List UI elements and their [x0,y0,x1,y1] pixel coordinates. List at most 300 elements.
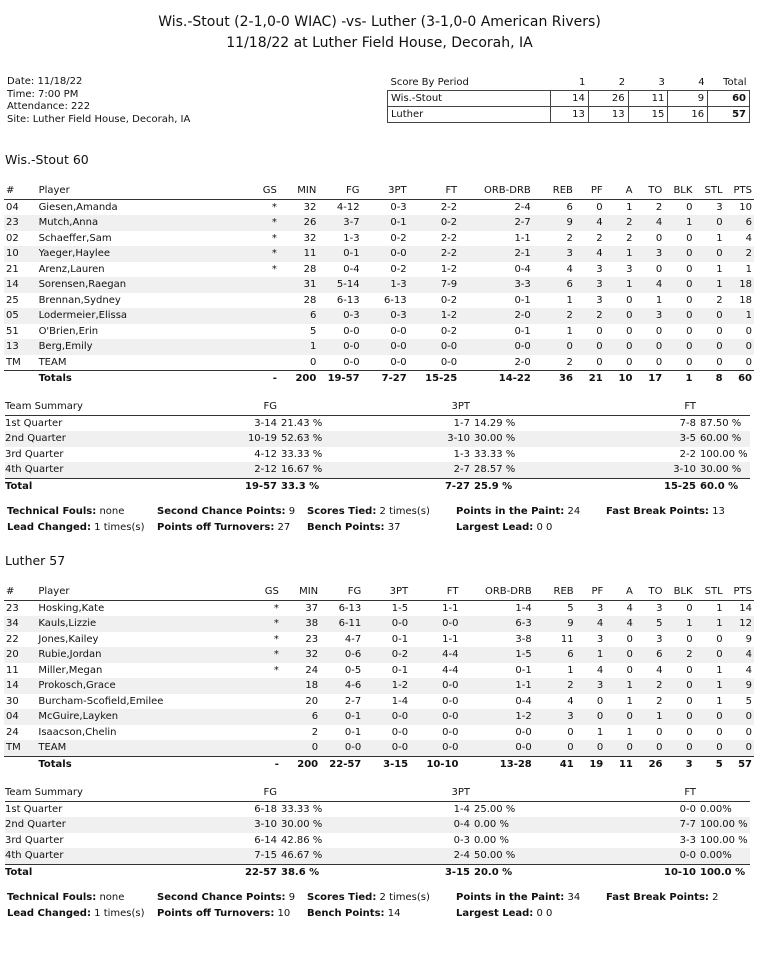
player-cell: 26 [279,215,318,231]
summary-ft-header: FT [656,399,696,415]
misc-stat-bench [307,908,400,919]
player-cell: 0-0 [515,726,532,738]
misc-stat-label: Second Chance Points: [157,506,286,517]
player-cell: Hosking,Kate [38,602,105,614]
column-header: STL [694,183,724,199]
box-score-table [4,183,754,387]
player-cell: 23 [305,633,319,645]
summary-ftp: 0.00% [700,803,732,815]
misc-stat-label: Bench Points: [307,908,385,919]
player-cell: 0-1 [318,246,361,262]
player-cell: 1-3 [343,232,360,244]
player-cell: Schaeffer,Sam [38,232,112,244]
totals-cell: 10-10 [410,756,460,772]
summary-tpp: 0.00 % [470,817,656,833]
totals-cell: 21 [575,371,605,387]
player-cell: 0-1 [320,709,363,725]
misc-stat-label: Points off Turnovers: [157,522,275,533]
column-header: Player [37,183,231,199]
player-cell: 0 [596,356,603,368]
summary-fg: 4-12 [254,448,277,460]
summary-tp: 0-4 [432,817,470,833]
summary-fg: 3-10 [237,817,277,833]
player-cell: 1-4 [515,602,532,614]
player-cell: 0 [281,740,320,756]
player-cell: 0 [626,633,633,645]
player-cell: 0-1 [344,726,362,738]
player-cell: 1-5 [460,647,533,663]
player-cell: 0-0 [363,709,410,725]
player-cell: 1 [279,339,318,355]
column-header: FG [318,183,361,199]
player-row [4,246,754,262]
summary-ft: 3-10 [656,462,696,478]
score-row [388,91,750,107]
player-cell: 3 [533,246,575,262]
player-cell: 0 [686,201,693,213]
totals-cell: 200 [281,756,320,772]
totals-cell: - [232,756,280,772]
player-cell: 1 [694,277,724,293]
misc-stat-label: Points off Turnovers: [157,908,275,919]
player-cell: 0 [745,356,752,368]
player-cell: 0 [655,325,663,337]
summary-tp: 2-7 [432,462,470,478]
period-header: Total [708,75,750,91]
player-cell: 0-0 [363,740,410,756]
player-cell: 0 [605,339,635,355]
player-cell: 0 [694,215,724,231]
player-cell: 2 [626,232,633,244]
player-cell: 2 [596,232,603,244]
player-cell: 4 [745,232,752,244]
player-row [4,647,754,663]
player-cell: 0 [695,709,725,725]
summary-total-row [5,864,750,880]
player-cell [230,339,279,355]
player-row [4,678,754,694]
player-cell: 9 [745,633,752,645]
column-header: FT [409,183,459,199]
player-cell: 6 [725,215,754,231]
player-cell [232,678,280,694]
summary-fg-header: FG [237,785,277,801]
column-header: 3PT [362,183,409,199]
player-cell: 2 [575,308,605,324]
summary-fgp: 33.33 % [281,448,323,460]
player-cell: Burcham-Scofield,Emilee [38,695,164,707]
column-header: # [4,584,36,600]
player-cell: 0 [686,325,693,337]
player-cell: 0-0 [410,678,460,694]
player-cell: 0 [626,664,633,676]
summary-tp: 0-3 [453,834,470,846]
player-cell: 14 [739,602,752,614]
player-cell: 0-2 [363,647,410,663]
totals-cell: 19-57 [318,371,361,387]
player-cell: 2-7 [344,695,362,707]
misc-stat-tech [7,506,124,517]
player-cell: Rubie,Jordan [36,647,232,663]
player-row [4,293,754,309]
player-cell: 0-5 [344,664,362,676]
summary-q: Total [5,478,237,494]
player-cell: 5-14 [318,277,361,293]
summary-tp: 1-7 [453,417,470,429]
player-cell: 1 [664,616,694,632]
player-cell: 0-6 [320,647,363,663]
player-cell: 0-2 [440,294,458,306]
player-cell [232,740,280,756]
player-cell: 4 [745,664,752,676]
player-cell: 0-4 [514,263,531,275]
player-cell: 3 [634,246,664,262]
player-cell: 1 [745,263,752,275]
summary-tpp: 25.9 % [470,478,656,494]
player-cell: 28 [303,263,317,275]
summary-tpp: 28.57 % [470,462,656,478]
column-header: A [605,584,635,600]
player-cell: 0 [745,726,752,738]
score-team: Wis.-Stout [388,91,551,107]
player-cell: 0-1 [391,664,409,676]
summary-fgp: 33.3 % [277,478,432,494]
player-cell: 0 [635,740,665,756]
summary-3pt-header: 3PT [432,785,470,801]
player-cell: 0-3 [318,308,361,324]
player-row [4,199,754,215]
player-cell: 6-13 [383,294,407,306]
box-score-header [4,584,754,600]
misc-stat-lead [7,522,145,533]
player-cell: 0 [745,325,752,337]
player-row [4,262,754,278]
player-cell: 4 [567,695,574,707]
attendance-label: Attendance: [7,101,68,112]
totals-cell: 7-27 [362,371,409,387]
score-cell: 13 [551,107,589,123]
player-cell: 0-2 [390,232,407,244]
player-cell: 1-2 [440,263,458,275]
totals-cell: 15-25 [409,371,459,387]
totals-cell: 5 [695,756,725,772]
player-cell: 1-1 [442,633,459,645]
player-cell: 0-0 [390,325,407,337]
player-cell: 20 [305,695,319,707]
summary-tpp: 33.33 % [474,448,516,460]
summary-spacer [470,399,656,415]
player-cell: 1-5 [391,602,409,614]
player-cell: 32 [281,647,320,663]
totals-cell: 22-57 [320,756,363,772]
player-cell [230,293,279,309]
player-cell: 0 [656,726,663,738]
player-cell: 2 [655,201,663,213]
player-cell: 6-11 [320,616,363,632]
misc-stat-value: 34 [567,892,581,903]
misc-stat-label: Technical Fouls: [7,892,97,903]
player-row [4,663,754,679]
period-header: 4 [668,75,708,91]
time-label: Time: [7,88,35,100]
player-cell: 2 [635,678,665,694]
summary-fgp: 16.67 % [277,462,432,478]
player-cell: 3 [596,633,604,645]
player-cell: 0 [664,277,694,293]
player-cell: 0 [725,339,754,355]
player-cell: 2-1 [459,246,533,262]
player-cell: 1-1 [514,232,531,244]
site-label: Site: [7,113,30,125]
misc-stat-value: none [99,506,125,517]
summary-tp: 3-10 [432,431,470,447]
player-cell: 0-0 [460,740,533,756]
player-cell: 04 [4,709,36,725]
player-cell: 4 [575,246,605,262]
summary-ftp: 60.00 % [696,431,750,447]
player-cell: 4 [576,616,606,632]
summary-row [5,431,750,447]
player-cell: 0-2 [440,325,458,337]
summary-ftp: 60.0 % [696,478,750,494]
player-cell: 2 [566,232,573,244]
score-team: Luther [388,107,551,123]
player-cell: 0 [686,633,693,645]
column-header: A [605,183,635,199]
player-cell: TM [4,740,36,756]
player-cell: 0-1 [391,633,409,645]
score-cell: 26 [588,91,628,107]
player-cell: 0 [664,246,694,262]
player-cell: 0 [534,740,576,756]
player-cell: 0 [605,740,635,756]
player-cell: 3 [596,602,604,614]
player-cell: 1 [655,294,663,306]
player-row [4,616,754,632]
player-cell: 1 [566,325,573,337]
player-cell: Sorensen,Raegan [37,277,231,293]
player-cell: 4-4 [442,664,459,676]
misc-stat-label: Scores Tied: [307,892,377,903]
summary-ft-header: FT [656,785,696,801]
player-cell: Kauls,Lizzie [36,616,232,632]
summary-fg: 22-57 [237,864,277,880]
player-cell: 0 [596,325,603,337]
player-cell: 2-2 [440,232,458,244]
site-value: Luther Field House, Decorah, IA [32,113,191,125]
summary-ft: 2-2 [679,448,696,460]
player-cell: 9 [533,215,575,231]
player-cell: 24 [6,726,19,738]
player-cell: 3 [656,602,663,614]
player-cell: 0 [686,726,693,738]
player-cell: 2 [725,246,754,262]
summary-fg: 19-57 [237,478,277,494]
summary-row [5,833,750,849]
summary-ft: 7-8 [679,417,696,429]
score-by-period-table [387,75,750,123]
player-cell: 1 [716,664,723,676]
player-cell: 11 [279,246,318,262]
summary-q: 2nd Quarter [5,817,237,833]
player-cell: 6-3 [460,616,533,632]
player-cell: 1 [567,664,574,676]
misc-stat-tech [7,892,124,903]
totals-cell: 10 [605,371,635,387]
misc-stat-paint [456,506,580,517]
player-row [4,709,754,725]
player-cell: 0 [686,602,693,614]
player-cell: O'Brien,Erin [38,325,99,337]
player-cell: 1 [716,263,723,275]
totals-cell: 13-28 [460,756,533,772]
summary-q: 3rd Quarter [5,448,64,460]
player-cell: 0 [695,740,725,756]
summary-ftp: 0.00% [696,848,750,864]
player-cell: 0 [533,339,575,355]
team-summary-header [5,785,750,801]
player-cell [232,709,280,725]
player-cell: 0 [664,308,694,324]
player-cell: 3-8 [515,633,532,645]
player-cell: 24 [305,664,319,676]
misc-stat-value: 2 times(s) [379,892,430,903]
player-cell: 1 [635,709,665,725]
player-cell: 4 [634,277,664,293]
column-header: FG [320,584,363,600]
player-cell: 0-0 [459,339,533,355]
player-cell: * [271,232,277,244]
player-cell: 28 [303,294,317,306]
player-cell: 0-4 [515,695,532,707]
totals-cell: 57 [725,756,754,772]
player-cell: * [271,201,277,213]
misc-stat-value: 9 [288,892,296,903]
player-cell: 0 [716,726,723,738]
misc-stat-label: Largest Lead: [456,908,534,919]
player-cell: 0-0 [343,325,360,337]
period-header: 3 [628,75,668,91]
player-cell: 14 [4,678,36,694]
player-cell: 0 [716,633,723,645]
player-cell: 04 [6,201,19,213]
column-header: BLK [664,584,694,600]
misc-stat-label: Second Chance Points: [157,892,286,903]
player-cell: 4 [575,215,605,231]
player-cell: 31 [279,277,318,293]
player-cell: 2-0 [514,356,531,368]
misc-stat-label: Fast Break Points: [606,506,709,517]
totals-cell: 60 [725,371,754,387]
summary-row [5,447,750,463]
player-cell: 1 [605,277,635,293]
misc-stat-value: none [99,892,125,903]
player-cell: 1 [626,201,633,213]
player-cell: * [230,246,279,262]
score-cell: 11 [628,91,668,107]
player-row [4,308,754,324]
summary-tpp: 14.29 % [474,417,516,429]
player-cell: 1 [695,616,725,632]
summary-tp: 3-15 [432,864,470,880]
misc-stat-paint [456,892,580,903]
misc-stat-fast [606,506,725,517]
player-cell: 0-0 [410,740,460,756]
player-cell: 1 [605,678,635,694]
summary-fg: 6-18 [254,803,277,815]
player-cell: 32 [303,232,317,244]
player-cell: 0 [694,308,724,324]
player-cell: 2-0 [459,308,533,324]
summary-title: Team Summary [5,399,237,415]
misc-stat-label: Technical Fouls: [7,506,97,517]
summary-fg: 6-14 [254,834,277,846]
misc-stat-label: Points in the Paint: [456,892,565,903]
misc-stat-bench [307,522,400,533]
player-cell: 0 [686,695,693,707]
player-cell: 3 [534,709,576,725]
score-cell: 15 [628,107,668,123]
player-row [4,725,754,741]
player-cell: 0-1 [515,664,532,676]
player-cell: 0-0 [442,695,459,707]
summary-tpp: 30.00 % [470,431,656,447]
score-cell: 13 [588,107,628,123]
date-value: 11/18/22 [37,76,83,87]
summary-row [5,848,750,864]
column-header: GS [232,584,280,600]
player-cell: 1-3 [362,277,409,293]
player-cell: 0-3 [362,308,409,324]
game-info [7,74,190,127]
player-cell: 2-2 [440,201,458,213]
column-header: TO [635,584,665,600]
player-cell: 34 [4,616,36,632]
summary-fgp: 52.63 % [277,431,432,447]
totals-cell: 19 [576,756,606,772]
player-cell: 0-4 [343,263,360,275]
player-cell: Giesen,Amanda [38,201,118,213]
player-cell: 0 [664,339,694,355]
player-cell: 0-0 [362,339,409,355]
misc-stat-largest [456,522,552,533]
column-header: ORB-DRB [460,584,533,600]
player-cell: 0 [686,664,693,676]
player-cell: 3 [626,263,633,275]
score-cell: 9 [668,91,708,107]
player-cell: 4-12 [336,201,360,213]
player-cell: 0 [605,647,635,663]
summary-ftp: 87.50 % [700,417,742,429]
player-cell: 10 [739,201,752,213]
player-cell: TEAM [38,356,67,368]
player-cell: 3-7 [318,215,361,231]
player-cell: 1 [626,695,633,707]
column-header: 3PT [363,584,410,600]
summary-tpp: 25.00 % [474,803,516,815]
time-value: 7:00 PM [38,88,79,100]
misc-stat-label: Largest Lead: [456,522,534,533]
player-cell: 5 [745,695,752,707]
player-cell: 1 [725,308,754,324]
summary-fg-header: FG [237,399,277,415]
player-cell: 1-4 [391,695,409,707]
player-cell: 4-6 [320,678,363,694]
player-cell: Prokosch,Grace [36,678,232,694]
column-header: ORB-DRB [459,183,533,199]
player-cell: 0 [664,678,694,694]
player-cell: 0 [716,356,723,368]
